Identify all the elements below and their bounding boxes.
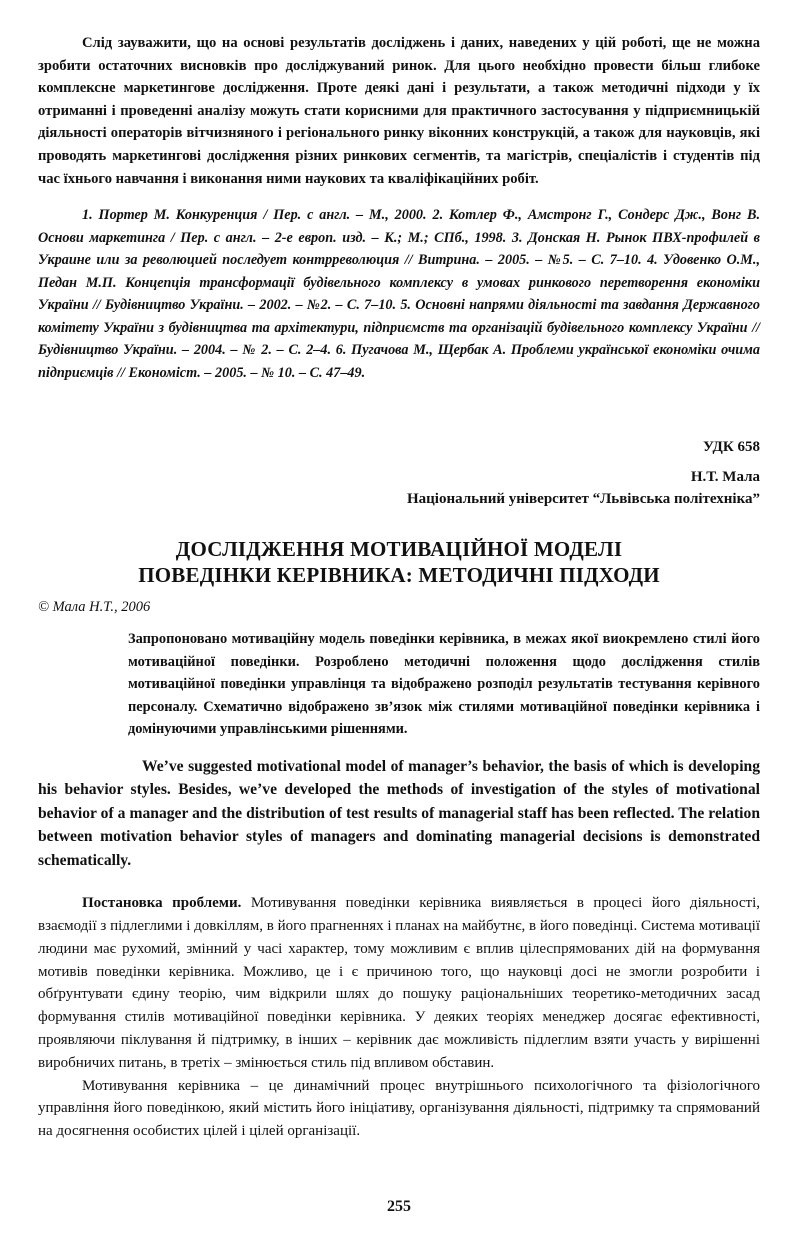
abstract-english: We’ve suggested motivational model of manager’s behavior, the basis of which is developing his behavior styles. Besides, we’ve developed the methods of investigation of the styles of motivational behavior of a manager and the distribution of test results of managerial staff has been reflected. The relation between motivation behavior styles of managers and dominating managerial decisions is demonstrated schematically. xyxy=(38,757,760,869)
problem-statement-text: Мотивування поведінки керівника виявляється в процесі його діяльності, взаємодії з підлеглими і довкіллям, в його прагненнях і планах на майбутнє, в його поведінці. Система мотивації людини має рухомий, змінний у часі характер, тому можливим є вплив цілеспрямованих дій на формування мотивів поведінки керівника. Можливо, це і є причиною того, що науковці досі не змогли розробити і обґрунтувати єдину теорію, чим відкрили шлях до пошуку раціональніших теоретико-методичних засад формування стилів мотиваційної поведінки керівника. У деяких теоріях менеджер досягає ефективності, проявляючи піклування й підтримку, в інших – керівник дає можливість підлеглим взяти участь у вирішенні виробничих питань, в третіх – змінюється стиль під впливом обставин. xyxy=(38,895,760,1071)
references-list: 1. Портер М. Конкуренция / Пер. с англ. – М., 2000. 2. Котлер Ф., Амстронг Г., Сондерс Дж., Вонг В. Основи маркетинга / Пер. с англ. – 2-е европ. изд. – К.; М.; СПб., 1998. 3. Донская Н. Рынок ПВХ-профилей в Украине или за революцией последует контрреволюция // Витрина. – 2005. – №5. – С. 7–10. 4. Удовенко О.М., Педан М.П. Концепція трансформації будівельного комплексу в умовах ринкового перетворення економіки України // Будівництво України. – 2002. – №2. – С. 7–10. 5. Основні напрями діяльності та завдання Державного комітету України з будівництва та архітектури, підприємств та організацій будівельного комплексу України // Будівництво України. – 2004. – № 2. – С. 2–4. 6. Пугачова М., Щербак А. Проблеми української економіки очима підприємців // Економіст. – 2005. – № 10. – С. 47–49. xyxy=(38,207,760,381)
author-affiliation: Національний університет “Львівська політехніка” xyxy=(406,491,760,508)
page-number: 255 xyxy=(387,1198,411,1215)
conclusion-paragraph: Слід зауважити, що на основі результатів досліджень і даних, наведених у цій роботі, ще не можна зробити остаточних висновків про досліджуваний ринок. Для цього необхідно провести більш глибоке комплексне маркетингове дослідження. Проте деякі дані і результати, а також методичні підходи у їх отриманні і проведенні аналізу можуть стати корисними для практичного застосування у підприємницькій діяльності операторів вітчизняного і регіонального ринку віконних конструкцій, а також для науковців, які проводять маркетингові дослідження різних ринкових сегментів, та магістрів, спеціалістів і студентів під час їхнього навчання і виконання ними наукових та кваліфікаційних робіт. xyxy=(38,35,760,187)
article-title xyxy=(38,536,760,588)
page-content xyxy=(38,32,760,1143)
abstract-ukrainian: Запропоновано мотиваційну модель поведінки керівника, в межах якої виокремлено стилі його мотиваційної поведінки. Розроблено методичні положення щодо дослідження стилів мотиваційної поведінки управлінця та відображено розподіл результатів тестування керівного персоналу. Схематично відображено зв’язок між стилями мотиваційної поведінки керівника і домінуючими управлінськими рішеннями. xyxy=(128,631,760,738)
author-name: Н.Т. Мала xyxy=(690,469,760,486)
definition-paragraph: Мотивування керівника – це динамічний процес внутрішнього психологічного та фізіологічного управління його поведінкою, який містить його ініціативу, організування діяльності, підтримку та спрямований на досягнення особистих цілей і цілей організації. xyxy=(38,1077,760,1140)
section-heading: Постановка проблеми. xyxy=(82,895,242,912)
copyright-notice: © Мала Н.Т., 2006 xyxy=(38,599,151,616)
udk-code: УДК 658 xyxy=(703,439,760,456)
article-title-line-2: ПОВЕДІНКИ КЕРІВНИКА: МЕТОДИЧНІ ПІДХОДИ xyxy=(138,563,660,588)
problem-statement-paragraph xyxy=(38,892,760,1074)
article-title-line-1: ДОСЛІДЖЕННЯ МОТИВАЦІЙНОЇ МОДЕЛІ xyxy=(175,537,623,562)
